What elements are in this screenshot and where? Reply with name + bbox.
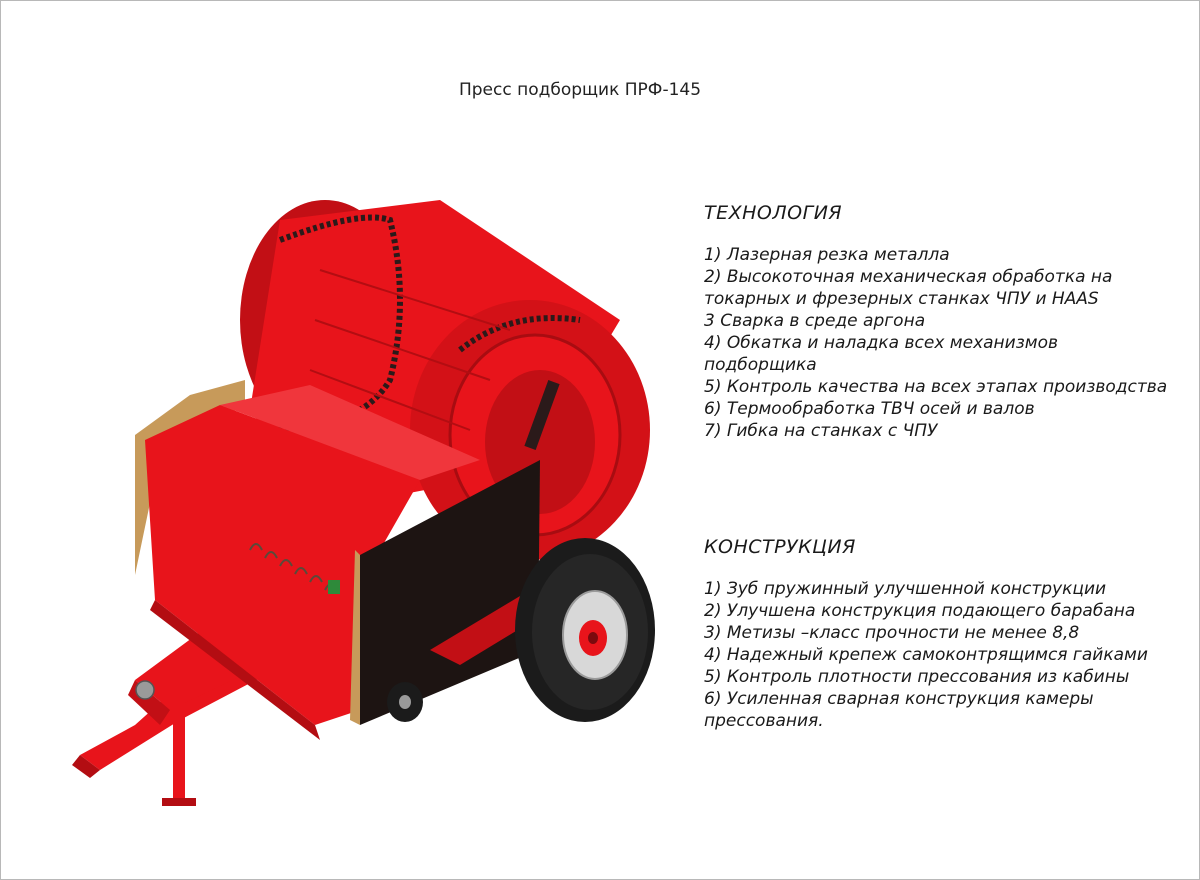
technology-heading: ТЕХНОЛОГИЯ — [704, 202, 843, 224]
construction-item: 1) Зуб пружинный улучшенной конструкции — [704, 579, 1107, 599]
construction-list — [704, 578, 1174, 732]
technology-item: 6) Термообработка ТВЧ осей и валов — [704, 399, 1035, 419]
construction-item: 6) Усиленная сварная конструкция камеры прессования. — [704, 689, 1094, 731]
construction-item: 3) Метизы –класс прочности не менее 8,8 — [704, 623, 1080, 643]
construction-item: 5) Контроль плотности прессования из кабины — [704, 667, 1130, 687]
technology-item: 7) Гибка на станках с ЧПУ — [704, 421, 938, 441]
wheel — [515, 538, 655, 722]
technology-item: 5) Контроль качества на всех этапах производства — [704, 377, 1168, 397]
construction-heading: КОНСТРУКЦИЯ — [704, 536, 856, 558]
page-title: Пресс подборщик ПРФ-145 — [458, 80, 702, 100]
technology-section — [704, 202, 1174, 442]
gauge-wheel — [387, 682, 423, 722]
technology-list — [704, 244, 1174, 442]
construction-item: 4) Надежный крепеж самоконтрящимся гайками — [704, 645, 1148, 665]
technology-item: 2) Высокоточная механическая обработка на токарных и фрезерных станках ЧПУ и HAAS — [704, 267, 1113, 309]
technology-item: 1) Лазерная резка металла — [704, 245, 950, 265]
construction-section — [704, 536, 1174, 732]
construction-item: 2) Улучшена конструкция подающего барабана — [704, 601, 1136, 621]
technology-item: 3 Сварка в среде аргона — [704, 311, 926, 331]
technology-item: 4) Обкатка и наладка всех механизмов подборщика — [704, 333, 1059, 375]
baler-illustration — [60, 180, 700, 830]
